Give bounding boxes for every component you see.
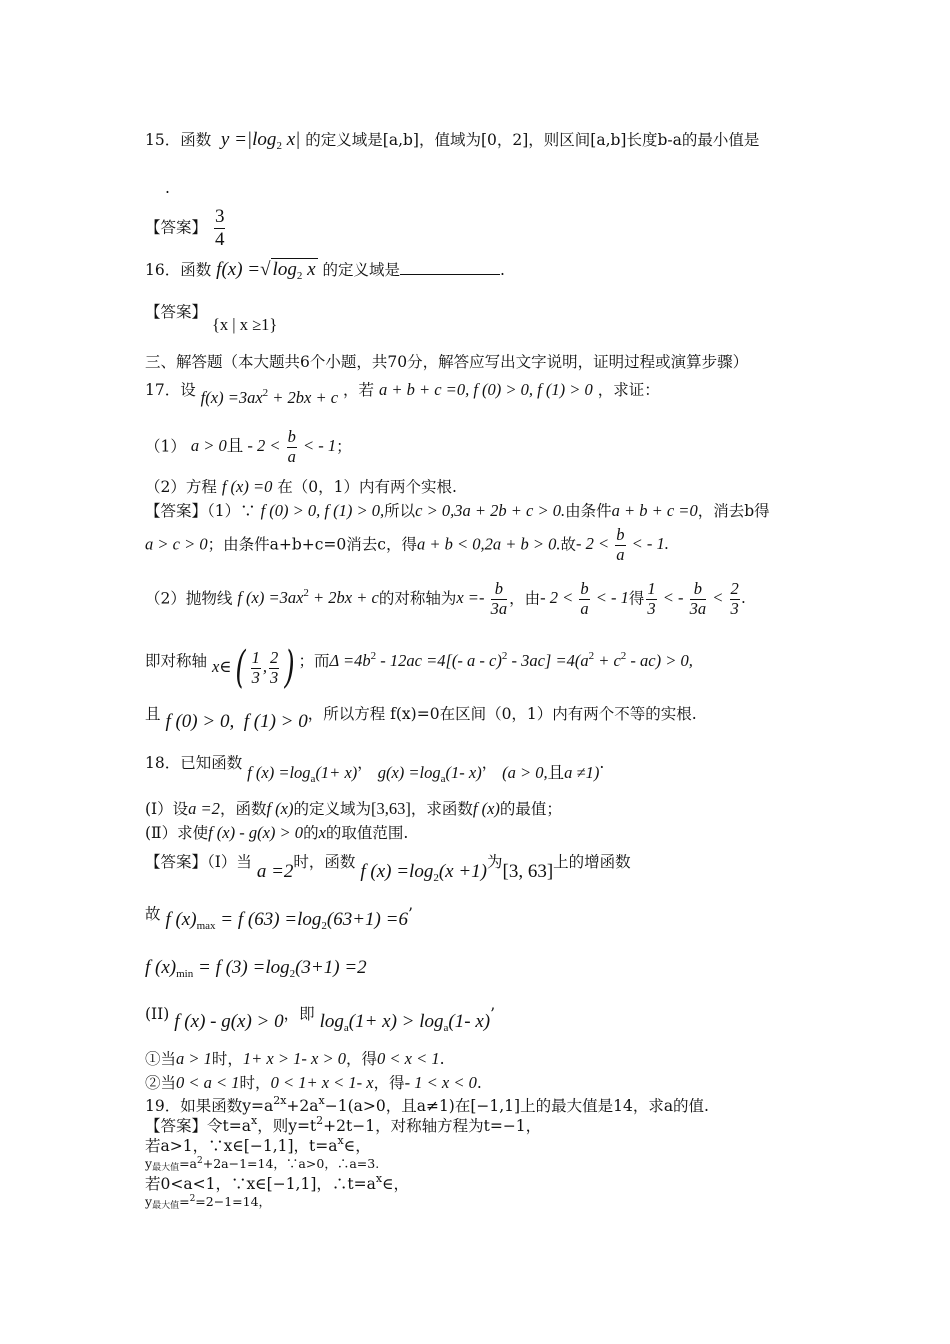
part-label: （1） [145,437,186,456]
q17-a2-formula3: - 2 < $\frac{b}{a}$ < - 1. [576,525,669,564]
q19-l4b: =a [179,1156,198,1171]
q17-a4: 即对称轴 [145,651,208,670]
q18-c2-cond: 0 < a < 1 [176,1073,240,1092]
q18-a4-formula2: $\log_a(1+ x) > \log_a(1-$ x) [319,1011,491,1034]
q19-l6b: = [179,1194,190,1209]
q16-answer [145,302,207,322]
q18-ans1 [145,850,631,884]
q15-line [145,128,759,153]
q18-c1-mid: 时， [211,1050,243,1068]
q18-ii-formula: f (x) - g(x) > 0 [208,823,304,842]
q19-l3: 若a>1，∵x∈[−1,1]，t=a [145,1137,338,1155]
answer-label: 【答案】 [145,502,208,520]
q18-formula2: $g(x) =\log_a(1-$ x) [377,763,482,785]
q19-ans4 [145,1172,409,1194]
section-heading: 三、解答题（本大题共6个小题，共70分，解答应写出文字说明，证明过程或演算步骤） [145,353,749,371]
q18-c2: ②当 [145,1074,177,1092]
q19-ans2 [145,1134,371,1156]
q18-ii-mid: 的 [303,824,319,842]
q17-a1-tail: ，消去b得 [697,502,770,520]
q17-a3-mid2: ，由 [509,589,541,608]
q17-ans5 [145,702,697,732]
q19-l4c: +2a−1=14，∵a>0，∴a=3. [202,1156,380,1171]
q17-a3-formula4: $\frac{1}{3}$ < - $\frac{b}{3a}$ < $\frac{2}{3}$ . [647,579,746,618]
q18-formula: f $(x) =\log_a(1+ x)$ [247,763,358,785]
q18-a1-mid2: 为 [487,853,503,871]
q18-c2-mid: 时， [239,1074,271,1092]
q18-i-tail: 的最值； [499,800,562,818]
q18-i-domain: [3,63] [371,799,411,818]
q17-conditions: a + b + c =0, f (0) > 0, f (1) > 0 [378,380,593,399]
denominator: 4 [214,228,225,250]
q18-ans4: (II) f (x) - g(x) > 0，即 $\log_a(1+ x) > \log_a(1-$ x)’ [145,1005,496,1034]
q18-i-f2: f (x) [472,799,500,818]
q18-line: 18．已知函数 f $(x) =\log_a(1+ x)$， $g(x) =\log_a(1-$ x)， (a > 0,且a ≠1). [145,754,605,785]
q17-a1-formula2: c > 0,3a + 2b + c > 0. [415,501,566,520]
q19-l3-sup: x [337,1134,344,1147]
q17-a3-formula: f $(x) =3ax^2 + 2bx + c$ [237,587,379,608]
q19-l6c: =2−1=14， [195,1194,272,1209]
q17-label: 17．设 [145,381,196,399]
q17-a1-mid2: 由条件 [565,502,612,520]
q19-l2a: 【答案】令t=a [145,1117,251,1135]
q15-text: 的定义域是[a,b]，值域为[0，2]，则区间[a,b]长度b-a的最小值是 [305,131,760,149]
q17-a3-mid: 的对称轴为 [378,589,457,608]
q19-ans1 [145,1114,541,1136]
q19-l2-sup: x [250,1114,258,1127]
q18-i-mid: ，函数 [219,800,267,818]
q19-l2c: +2t−1，对称轴方程为t=−1， [323,1117,542,1135]
q18-a2: 故 [145,905,161,923]
q15-answer [145,206,227,251]
q17-a4-mid: ；而 [298,651,330,670]
q18-c1-ineq: 1+ x > 1- x > 0 [242,1049,346,1068]
q19-l6-sup: 2 [189,1194,196,1204]
q18-c1-cond: a > 1 [176,1049,212,1068]
answer-blank [400,262,500,275]
q19-l4-sup: 2 [197,1156,203,1166]
q18-formula3: (a > 0,且a ≠1) [502,763,600,782]
q17-a1-mid: 所以 [384,502,416,520]
q17-line [145,378,660,407]
q18-ii-x: x [318,823,326,842]
q19-l5-sup: x [375,1172,383,1185]
q18-c2-ineq: 0 < 1+ x < 1- x [270,1073,374,1092]
answer-label: 【答案】 [145,303,208,321]
q19-ans5 [145,1194,271,1212]
q17-a2-formula: a > c > 0 [145,534,208,554]
q17-a5-tail: ，所以方程 f(x)=0在区间（0，1）内有两个不等的实根. [307,705,697,723]
q18-c2-result: - 1 < x < 0 [404,1073,477,1092]
q17-a3-formula2: x =- $\frac{b}{3a}$ [456,579,508,618]
q18-c2-mid2: ，得 [373,1074,405,1092]
q17-part2-formula: f (x) =0 [221,477,273,496]
q17-ans4 [145,640,693,693]
q19-sup1: 2x [273,1094,287,1107]
q17-a4-formula2: $\Delta =4b^2 - 12ac =4[(-$ $a - c)^2 - 3ac] =4(a^2 + c^2 - ac) > 0$, [329,649,693,670]
q15-dot: . [165,179,170,197]
q18-a4: (II) [145,1005,170,1023]
q15-label: 15．函数 [145,131,212,149]
q18-c1: ①当 [145,1050,177,1068]
q19-a: 19．如果函数y=a [145,1097,274,1115]
q19-l4a: y [145,1156,153,1171]
q17-mid: ，若 [343,381,375,399]
q18-case2: ②当0 < a < 1时，0 < 1+ x < 1- x，得- 1 < x < 0. [145,1073,482,1092]
q19-l2b: ，则y=t [257,1117,317,1135]
q17-ans3 [145,580,746,619]
q18-label: 18．已知函数 [145,754,243,772]
q18-part2 [145,822,408,843]
q18-part1 [145,798,562,819]
q17-a1-formula3: a + b + c =0 [611,501,698,520]
q16-label: 16．函数 [145,261,212,279]
q18-a1: （I）当 [207,853,252,871]
q19-l5b: ∈， [382,1175,410,1193]
q18-case1: ①当a > 1时，1+ x > 1- x > 0，得0 < x < 1. [145,1049,445,1068]
q18-a4-formula: f (x) - g(x) > 0 [174,1011,284,1032]
q17-a2-tail: 故 [560,535,577,554]
q18-a1-formula2: f $(x) =\log_2(x +1)$ [360,861,487,884]
q17-a3-formula3: - 2 < $\frac{b}{a}$ < - 1 [540,579,629,618]
q18-a1-domain: [3, 63] [502,861,554,882]
answer-label: 【答案】 [145,853,208,871]
q17-part2 [145,476,457,497]
q17-a1: （1）∵ [207,502,256,520]
q17-ans1 [145,500,770,521]
q19-l3b: ∈， [343,1137,371,1155]
q17-tail: ，求证： [597,381,660,399]
q18-c1-result: 0 < x < 1 [376,1049,440,1068]
q18-i-f: f (x) [266,799,294,818]
q19-l6a: y [145,1194,153,1209]
q16-answer-set: {x | x ≥1} [212,315,278,334]
part-label: (Ⅱ）求使 [145,824,209,842]
q17-a3: （2）抛物线 [145,589,233,608]
q19-c: −1(a>0，且a≠1)在[−1,1]上的最大值是14，求a的值. [324,1097,709,1115]
q17-a2-formula2: a + b < 0,2a + b > 0. [416,534,561,554]
q18-i-mid2: 的定义域为 [293,800,371,818]
numerator: 3 [214,206,225,227]
part-label: （2）方程 [145,478,217,496]
q18-min-formula: f $(x)_{min} = f$ $(3) =\log_2(3+1) =2$ [145,957,367,980]
q18-a4-mid: ，即 [283,1005,315,1023]
q18-ans2: 故 f $(x)_{max} = f$ $(63) =\log_2(63+1) =6$’ [145,905,413,932]
q18-i-mid3: ，求函数 [410,800,473,818]
q17-a2-mid: ；由条件a+b+c=0消去c，得 [207,535,417,554]
q19-b: +2a [286,1097,319,1115]
q16-line [145,258,505,283]
q17-part1-formula: a > 0且 - 2 < $\frac{b}{a}$ < - 1 [190,427,337,466]
q19-l2-sup2: 2 [316,1114,324,1127]
q18-max-formula: f $(x)_{max} = f$ $(63) =\log_2(63+1) =6$ [165,909,408,932]
q19-l5: 若0<a<1，∵x∈[−1,1]，∴t=a [145,1175,376,1193]
q17-part2-text: 在（0，1）内有两个实根. [277,478,457,496]
q17-a4-formula: x∈( $\frac{1}{3}$ , $\frac{2}{3}$ ) [211,642,296,693]
q19-sup2: x [318,1094,325,1107]
q17-ans2 [145,526,669,565]
q19-line [145,1094,709,1116]
q18-a1-mid: 时，函数 [293,853,356,871]
q17-formula: $f(x) =3ax^2 + 2bx + c$ [200,387,339,407]
q16-text: 的定义域是 [322,261,400,279]
part-label: (I）设 [145,800,189,818]
q18-ans3 [145,956,367,981]
q18-ii-tail: 的取值范围. [325,824,409,842]
q18-a1-tail: 上的增函数 [553,853,631,871]
q18-c1-mid2: ，得 [345,1050,377,1068]
q15-formula: $y =|\log_2$ x| [216,129,301,152]
q18-a1-formula: a =2 [256,861,294,882]
q15-answer-fraction [214,206,226,251]
q17-a5-formula: f (0) > 0, f (1) > 0 [165,711,308,732]
q19-l4-sub: 最大值 [152,1163,180,1173]
q17-a3-mid3: 得 [628,589,645,608]
q17-part1: （1） a > 0且 - 2 < $\frac{b}{a}$ < - 1； [145,427,352,466]
q16-end: . [499,261,505,279]
q17-a1-formula: f (0) > 0, f (1) > 0, [260,501,385,520]
q16-formula: f(x) =√ $\log_2 x$ [216,259,316,282]
answer-label: 【答案】 [145,218,208,237]
q17-a5: 且 [145,705,161,723]
q18-i-formula: a =2 [188,799,220,818]
q19-l6-sub: 最大值 [152,1201,180,1211]
